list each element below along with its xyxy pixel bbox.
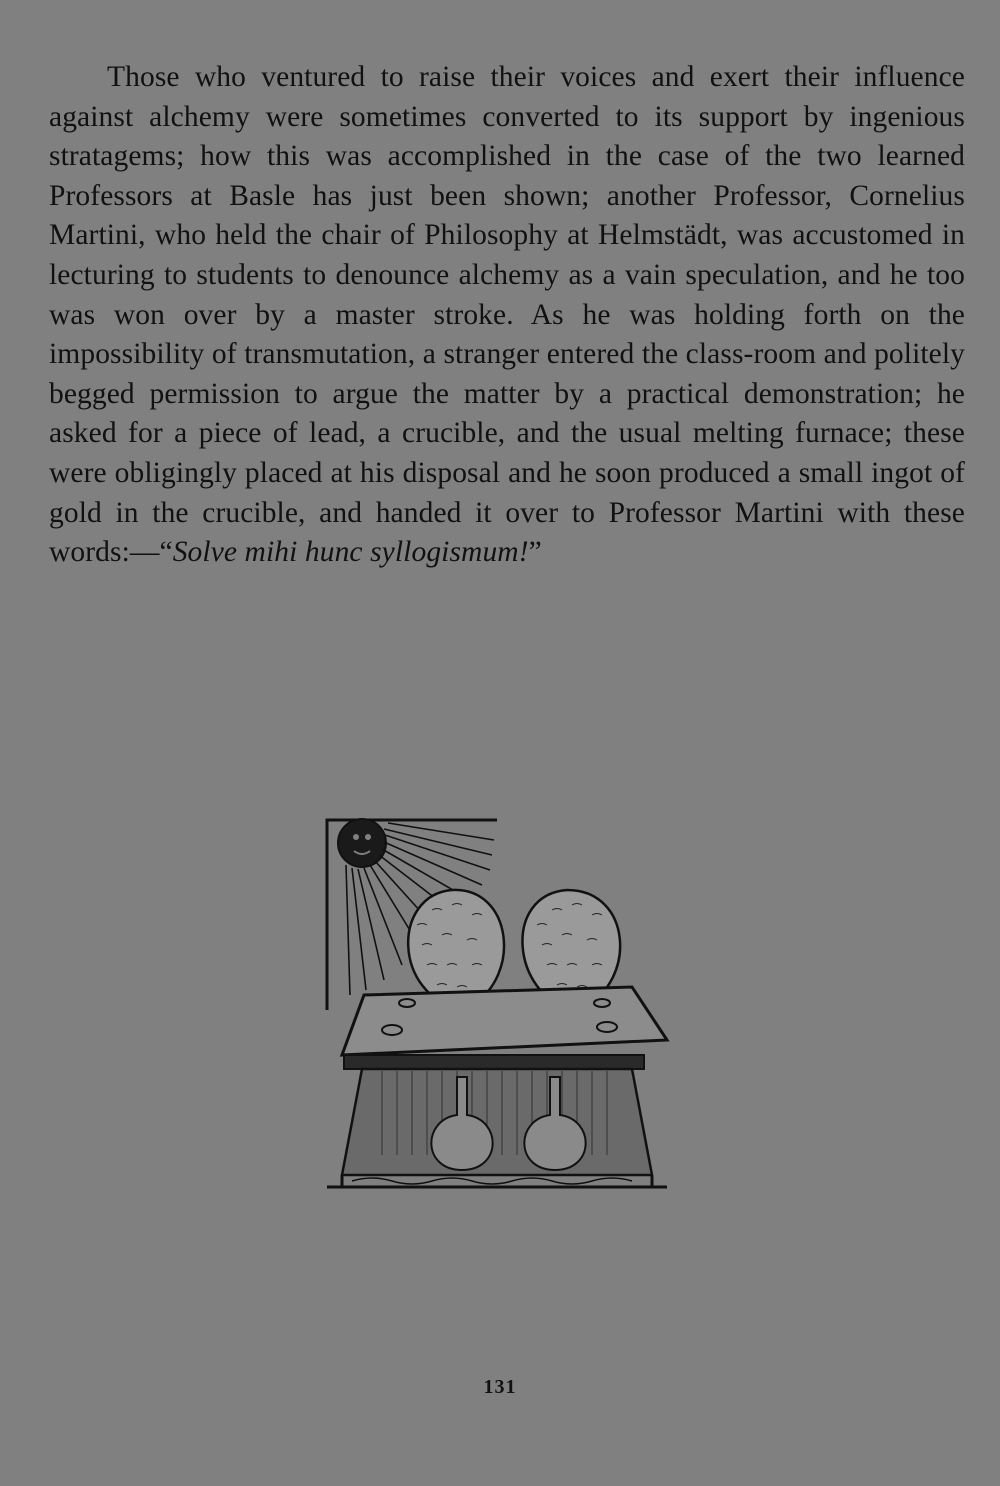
paragraph-text: Those who ventured to raise their voices and exert their influence against alchemy were sometimes converted to its support by ingenious stratagems; how this was accomplished in the case of the two learned Professors at Basle has just been shown; another Professor, Cornelius Martini, who held the chair of Philosophy at Helmstädt, was accustomed in lecturing to students to denounce alchemy as a vain speculation, and he too was won over by a master stroke. As he was holding forth on the impossibility of transmutation, a stranger entered the class-room and politely begged permission to argue the matter by a practical demonstration; he asked for a piece of lead, a crucible, and the usual melting furnace; these were obligingly placed at his disposal and he soon produced a small ingot of gold in the crucible, and handed it over to Professor Martini with these words:—“ <box>49 61 965 569</box>
latin-quote: Solve mihi hunc syllogismum! <box>172 536 529 569</box>
body-paragraph <box>49 58 965 573</box>
page-number: 131 <box>483 1376 517 1398</box>
alchemical-woodcut-icon <box>322 815 672 1193</box>
closing-quote: ” <box>528 536 542 569</box>
